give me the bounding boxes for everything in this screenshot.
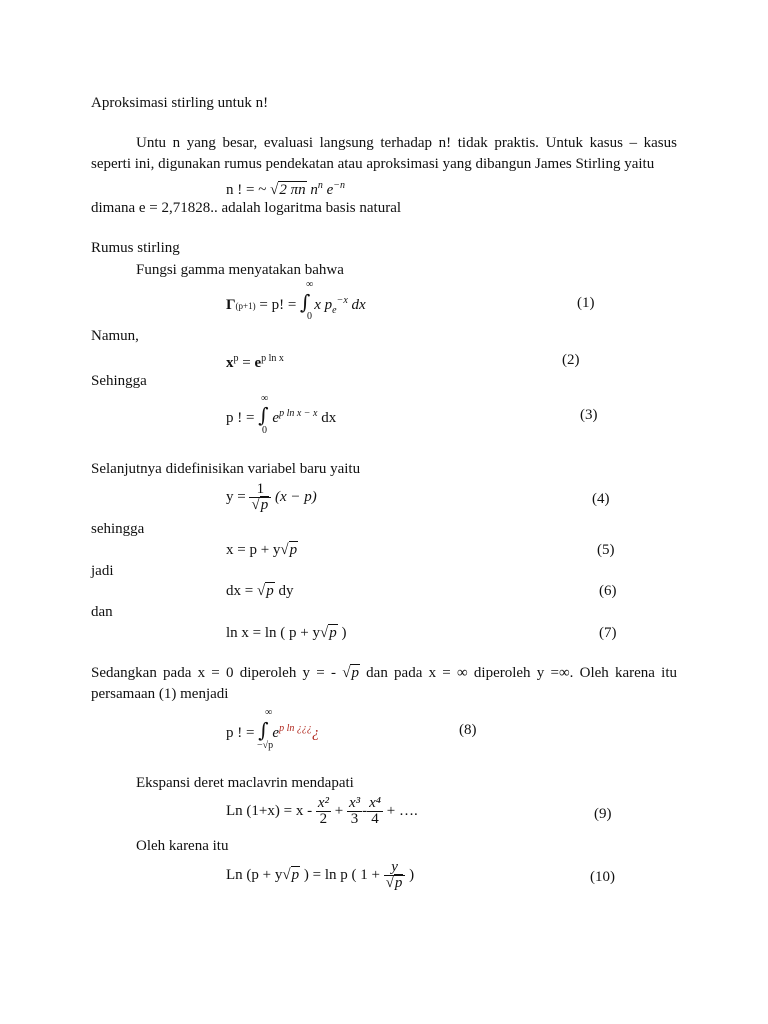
eq9-term1: [316, 796, 331, 827]
eq4-fraction: $\frac{1}{√p}$: [249, 482, 271, 513]
equation-8: [226, 720, 319, 742]
eq1-number: (1): [577, 295, 595, 311]
eq10-fraction: $\frac{y}{√p}$: [384, 860, 406, 891]
eq9-tail: + ….: [386, 802, 418, 819]
eq6-rest: dy: [278, 583, 294, 599]
bounds-paragraph: Sedangkan pada x = 0 diperoleh y = - √p dan pada x = ∞ diperoleh y =∞. Oleh karena itu persamaan (1) menjadi: [91, 665, 678, 702]
integral-sign: ∫: [258, 718, 269, 742]
eq9-term1-den: 2: [319, 811, 328, 827]
eq3-e-sup: p ln x − x: [279, 408, 318, 419]
equation-7: ln x = ln ( p + y√p ): [226, 625, 347, 641]
eq4-lhs: y =: [226, 488, 246, 505]
equation-10: Ln (p + y√p ) = ln p ( 1 + $\frac{y}{√p}$ ): [226, 859, 415, 891]
eq2-rhs: e: [254, 355, 262, 371]
eq8-lower-limit: −√p: [257, 740, 274, 751]
eq4-rest: (x − p): [274, 488, 317, 505]
dan-text: dan: [91, 604, 113, 620]
stirling-n: n: [310, 182, 318, 198]
eq9-term3-den: 4: [371, 811, 379, 827]
eq9-term3-num: x⁴: [369, 795, 381, 811]
eq8-e: e: [272, 725, 280, 741]
eq7-rest: ): [341, 625, 347, 641]
gamma-subscript: (p+1): [235, 301, 256, 311]
gamma-statement: Fungsi gamma menyatakan bahwa: [136, 262, 344, 278]
eq8-e-sup: p ln ¿¿¿: [279, 723, 312, 734]
oleh-karena-text: Oleh karena itu: [136, 838, 229, 854]
eq2-rhs-sup: p ln x: [261, 353, 284, 364]
eq4-number: (4): [592, 491, 610, 507]
eq8-upper-limit: ∞: [265, 707, 273, 718]
eq9-minus: -: [362, 802, 368, 819]
eq3-dx: dx: [321, 410, 337, 426]
eq9-plus: +: [334, 802, 344, 819]
eq1-lower-limit: 0: [307, 311, 312, 322]
eq4-numerator: 1: [249, 482, 271, 498]
stirling-sqrt: 2 πn: [279, 182, 306, 198]
bounds-part2: dan pada x = ∞ diperoleh y =∞. Oleh karena itu persamaan (1) menjadi: [91, 665, 678, 702]
eq2-eq: =: [242, 355, 251, 371]
eq3-lower-limit: 0: [262, 425, 267, 436]
eq7-number: (7): [599, 625, 617, 641]
eq5-sqrt: p: [289, 542, 298, 558]
page-title: Aproksimasi stirling untuk n!: [91, 95, 269, 111]
eq9-term3: [367, 796, 383, 827]
equation-5: x = p + y√p: [226, 542, 298, 558]
bounds-part1: Sedangkan pada x = 0 diperoleh y = -: [91, 665, 336, 681]
eq9-term2-den: 3: [350, 811, 359, 827]
integral-sign: ∫: [258, 403, 269, 427]
stirling-formula: n ! = ~ √2 πn $n^n$ $e^{-n}$: [226, 180, 345, 198]
eq9-number: (9): [594, 806, 612, 822]
eq10-mid: ) = ln p ( 1 +: [303, 866, 380, 883]
eq5-number: (5): [597, 542, 615, 558]
eq7-sqrt: p: [329, 625, 337, 641]
sehingga-text-1: Sehingga: [91, 373, 147, 389]
equation-1: [226, 292, 366, 320]
eq1-integrand-sup: −x: [336, 295, 348, 306]
eq3-upper-limit: ∞: [261, 393, 269, 404]
eq2-lhs-sup: p: [233, 353, 239, 364]
eq5-text: x = p + y: [226, 542, 281, 558]
equation-2: [226, 350, 284, 372]
sehingga-text-2: sehingga: [91, 521, 145, 537]
eq10-lhs: Ln (p + y: [226, 866, 283, 883]
eq6-lhs: dx =: [226, 583, 254, 599]
equation-6: dx = √p dy: [226, 583, 294, 599]
integral-sign: ∫: [300, 290, 311, 314]
eq9-lhs: Ln (1+x) = x -: [226, 802, 313, 819]
eq1-mid: = p! =: [259, 297, 297, 313]
eq9-term2-num: x³: [348, 795, 361, 811]
eq7-lhs: ln x = ln ( p + y: [226, 625, 320, 641]
eq3-number: (3): [580, 407, 598, 423]
eq10-tail: ): [409, 866, 415, 883]
equation-9: [226, 796, 418, 827]
eq1-dx: dx: [351, 297, 366, 313]
stirling-n-exp: n: [317, 180, 323, 191]
section-heading: Rumus stirling: [91, 240, 180, 256]
eq8-tail: ¿: [311, 725, 320, 741]
equation-3: [226, 405, 336, 427]
new-variable-text: Selanjutnya didefinisikan variabel baru yaitu: [91, 461, 361, 477]
eq2-lhs: x: [226, 355, 234, 371]
eq9-term2: [347, 796, 362, 827]
eq3-e: e: [272, 410, 280, 426]
eq10-number: (10): [590, 869, 615, 885]
equation-4: [226, 482, 317, 513]
eq8-number: (8): [459, 722, 477, 738]
eq6-number: (6): [599, 583, 617, 599]
eq8-lhs: p ! =: [226, 725, 255, 741]
maclaurin-text: Ekspansi deret maclavrin mendapati: [136, 775, 354, 791]
eq1-upper-limit: ∞: [306, 279, 314, 290]
eq10-numerator: y: [384, 860, 406, 876]
bounds-sqrt: p: [351, 665, 359, 681]
stirling-e: e: [326, 182, 334, 198]
e-definition: dimana e = 2,71828.. adalah logaritma basis natural: [91, 200, 402, 216]
stirling-lhs: n ! = ~: [226, 182, 267, 198]
eq2-number: (2): [562, 352, 580, 368]
intro-paragraph: Untu n yang besar, evaluasi langsung terhadap n! tidak praktis. Untuk kasus – kasus seperti ini, digunakan rumus pendekatan atau aproksimasi yang dibangun James Stirling yaitu: [91, 135, 677, 172]
eq10-sqrt: p: [291, 866, 300, 883]
eq4-denominator: p: [260, 497, 269, 513]
eq1-integrand: x p: [314, 297, 333, 313]
gamma-symbol: Γ: [226, 297, 236, 313]
eq6-sqrt: p: [266, 583, 274, 599]
eq9-term1-num: x²: [317, 795, 329, 811]
eq3-lhs: p ! =: [226, 410, 255, 426]
namun-text: Namun,: [91, 328, 139, 344]
stirling-e-exp: −n: [333, 180, 345, 191]
jadi-text: jadi: [91, 563, 114, 579]
eq1-integrand-sub: e: [332, 305, 337, 316]
eq10-denominator: p: [394, 875, 403, 891]
